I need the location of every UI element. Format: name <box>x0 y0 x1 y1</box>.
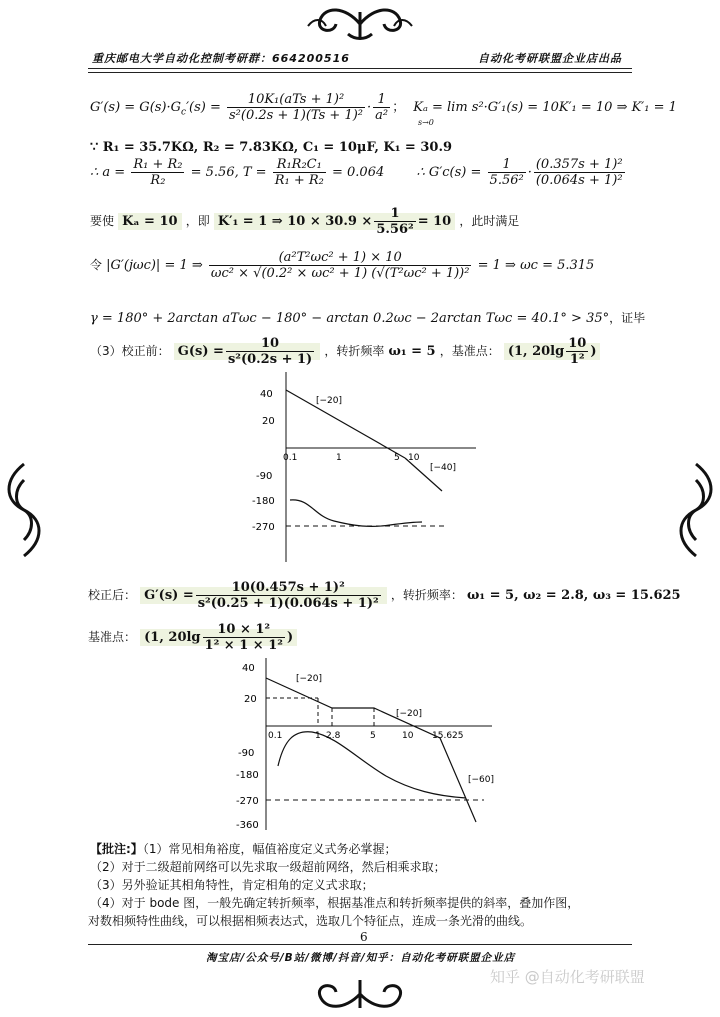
chart2-ylabel-20: 20 <box>244 694 257 705</box>
chart1-ylabel-20: 20 <box>262 416 275 427</box>
eq3-frac-g1: $\frac{1}{\text{5.56²}}$ <box>489 157 524 188</box>
right-ornament <box>674 460 718 560</box>
eq-line-4: 要使 Kₐ = 10 ，即 K′₁ = 1 ⇒ 10 × 30.9 × $\frac{1}{\text{5.56²}}$ = 10 ，此时满足 <box>90 206 520 237</box>
bode-plot-before <box>250 368 480 566</box>
note-4b: 对数相频特性曲线，可以根据相频表达式，选取几个特征点，连成一条光滑的曲线。 <box>88 914 533 928</box>
chart2-ylabel-n360: -360 <box>236 820 259 831</box>
eq3-frac-g2: $\frac{\text{(0.357s + 1)²}}{\text{(0.064s + 1)²}}$ <box>535 157 623 188</box>
eq3-frac-a: $\frac{\text{R₁ + R₂}}{\text{R₂}}$ <box>133 157 183 188</box>
chart1-ylabel-n270: -270 <box>252 522 275 533</box>
bottom-ornament <box>300 976 420 1012</box>
eq3-frac-t: $\frac{\text{R₁R₂C₁}}{\text{R₁ + R₂}}$ <box>274 157 324 188</box>
chart1-xlabel-10: 10 <box>408 453 420 463</box>
eq-line-5: 令 |G′(jωc)| = 1 ⇒ $\frac{\text{(a²T²ωc² + 1) × 10}}{\text{ωc² × √(0.2² × ωc² + 1) (√(T²ωc² + 1))²}}$ = 1 ⇒ ωc = 5.315 <box>90 250 595 281</box>
chart2-xlabel-2.8: 2.8 <box>326 731 341 741</box>
top-ornament <box>300 4 420 44</box>
header-rule <box>88 68 632 69</box>
eq-line-2: ∵ R₁ = 35.7KΩ, R₂ = 7.83KΩ, C₁ = 10μF, K₁ = 30.9 <box>90 140 453 155</box>
page-number: 6 <box>360 930 368 944</box>
eq1-kdef: Kₐ = lim s²·G′₁(s) = 10K′₁ = 10 ⇒ K′₁ = 1 <box>413 100 677 115</box>
eq1-sep: ； <box>392 100 406 115</box>
chart1-phase-curve <box>290 500 422 527</box>
eq-line-3: ∴ a = $\frac{\text{R₁ + R₂}}{\text{R₂}}$ = 5.56, T = $\frac{\text{R₁R₂C₁}}{\text{R₁ + R₂}}$ = 0.064 ∴ G′c(s) = $\frac{1}{\text{5.56²}}$ · $\frac{\text{(0.357s + 1)²}}{\text{(0.064s + 1)²}}$ <box>90 157 623 188</box>
note-4a: （4）对于 bode 图，一般先确定转折频率，根据基准点和转折频率提供的斜率，叠加作图， <box>90 896 580 910</box>
eq1-sub: c <box>181 107 187 118</box>
chart2-ylabel-40: 40 <box>242 663 255 674</box>
chart2-xlabel-15.625: 15.625 <box>432 731 464 741</box>
header-right: 自动化考研联盟企业店出品 <box>478 52 622 65</box>
eq1-lhs: G′(s) = G(s)·G <box>90 100 182 115</box>
eq-line-7: （3）校正前： G(s) = $\frac{10}{\text{s²(0.2s + 1)}}$ ，转折频率 ω₁ = 5 ，基准点： (1, 20lg $\frac{10}{\text{1²}}$ ) <box>90 336 600 367</box>
footer-text: 淘宝店/公众号/B站/微博/抖音/知乎：自动化考研联盟企业店 <box>206 952 516 964</box>
chart2-xlabel-5: 5 <box>370 731 376 741</box>
chart2-ylabel-n180: -180 <box>236 770 259 781</box>
chart1-ylabel-n180: -180 <box>252 496 275 507</box>
chart2-xlabel-1: 1 <box>315 731 321 741</box>
chart2-xlabel-0.1: 0.1 <box>268 731 283 741</box>
chart1-xlabel-1: 1 <box>336 453 342 463</box>
note-3: （3）另外验证其相角特性，肯定相角的定义式求取； <box>90 878 374 892</box>
header-rule-thin <box>88 72 632 73</box>
chart1-slope-label-1: [−20] <box>316 396 343 406</box>
chart2-slope-label-3: [−60] <box>468 775 495 785</box>
bode-plot-after <box>236 654 498 832</box>
chart1-xlabel-0.1: 0.1 <box>283 453 298 463</box>
eq-line-9: 基准点： (1, 20lg $\frac{\text{10 × 1²}}{\text{1² × 1 × 1²}}$ ) <box>88 622 297 653</box>
eq1-frac2: $\frac{1}{\text{a²}}$ <box>375 92 389 123</box>
note-2: （2）对于二级超前网络可以先求取一级超前网络，然后相乘求取； <box>90 860 446 874</box>
eq1-lim-sub: s→0 <box>418 118 434 127</box>
chart2-slope-label-1: [−20] <box>296 674 323 684</box>
chart2-ylabel-n90: -90 <box>238 748 255 759</box>
eq1-mid: ′(s) = <box>186 100 221 115</box>
footer-rule <box>88 944 632 945</box>
chart1-ylabel-40: 40 <box>260 389 273 400</box>
chart1-ylabel-n90: -90 <box>256 471 273 482</box>
chart2-phase-curve <box>278 732 466 798</box>
chart2-ylabel-n270: -270 <box>236 796 259 807</box>
chart2-xlabel-10: 10 <box>402 731 414 741</box>
chart1-xlabel-5: 5 <box>394 453 400 463</box>
chart1-slope-label-2: [−40] <box>430 463 457 473</box>
left-ornament <box>2 460 46 560</box>
eq5-frac: $\frac{\text{(a²T²ωc² + 1) × 10}}{\text{ωc² × √(0.2² × ωc² + 1) (√(T²ωc² + 1))²}}$ <box>210 250 470 281</box>
eq1-frac: $\frac{\text{10K₁(aTs + 1)²}}{\text{s²(0.2s + 1)(Ts + 1)²}}$ <box>229 92 363 123</box>
chart2-slope-label-2: [−20] <box>396 709 423 719</box>
eq-line-8: 校正后： G′(s) = $\frac{\text{10(0.457s + 1)²}}{\text{s²(0.25 + 1)(0.064s + 1)²}}$ ，转折频率： ω₁ = 5, ω₂ = 2.8, ω₃ = 15.625 <box>88 580 681 611</box>
header-left: 重庆邮电大学自动化控制考研群：664200516 <box>92 52 350 65</box>
watermark: 知乎 @自动化考研联盟 <box>490 968 645 986</box>
eq-line-6: γ = 180° + 2arctan aTωc − 180° − arctan 0.2ωc − 2arctan Tωc = 40.1° > 35°，证毕 <box>90 311 646 326</box>
notes-block <box>90 840 650 930</box>
note-1: 【批注:】（1）常见相角裕度，幅值裕度定义式务必掌握； <box>90 842 397 856</box>
eq-line-1: $G'(s) = G(s)\cdot G_c'(s)$ = $\frac{\text{10K₁(aTs + 1)²}}{\text{s²(0.2s + 1)(Ts + 1)²}}$ · $\frac{1}{\text{a²}}$ ； Kₐ = lim s²·G′₁(s) = 10K′₁ = 10 ⇒ K′₁ = 1 <box>90 92 677 123</box>
